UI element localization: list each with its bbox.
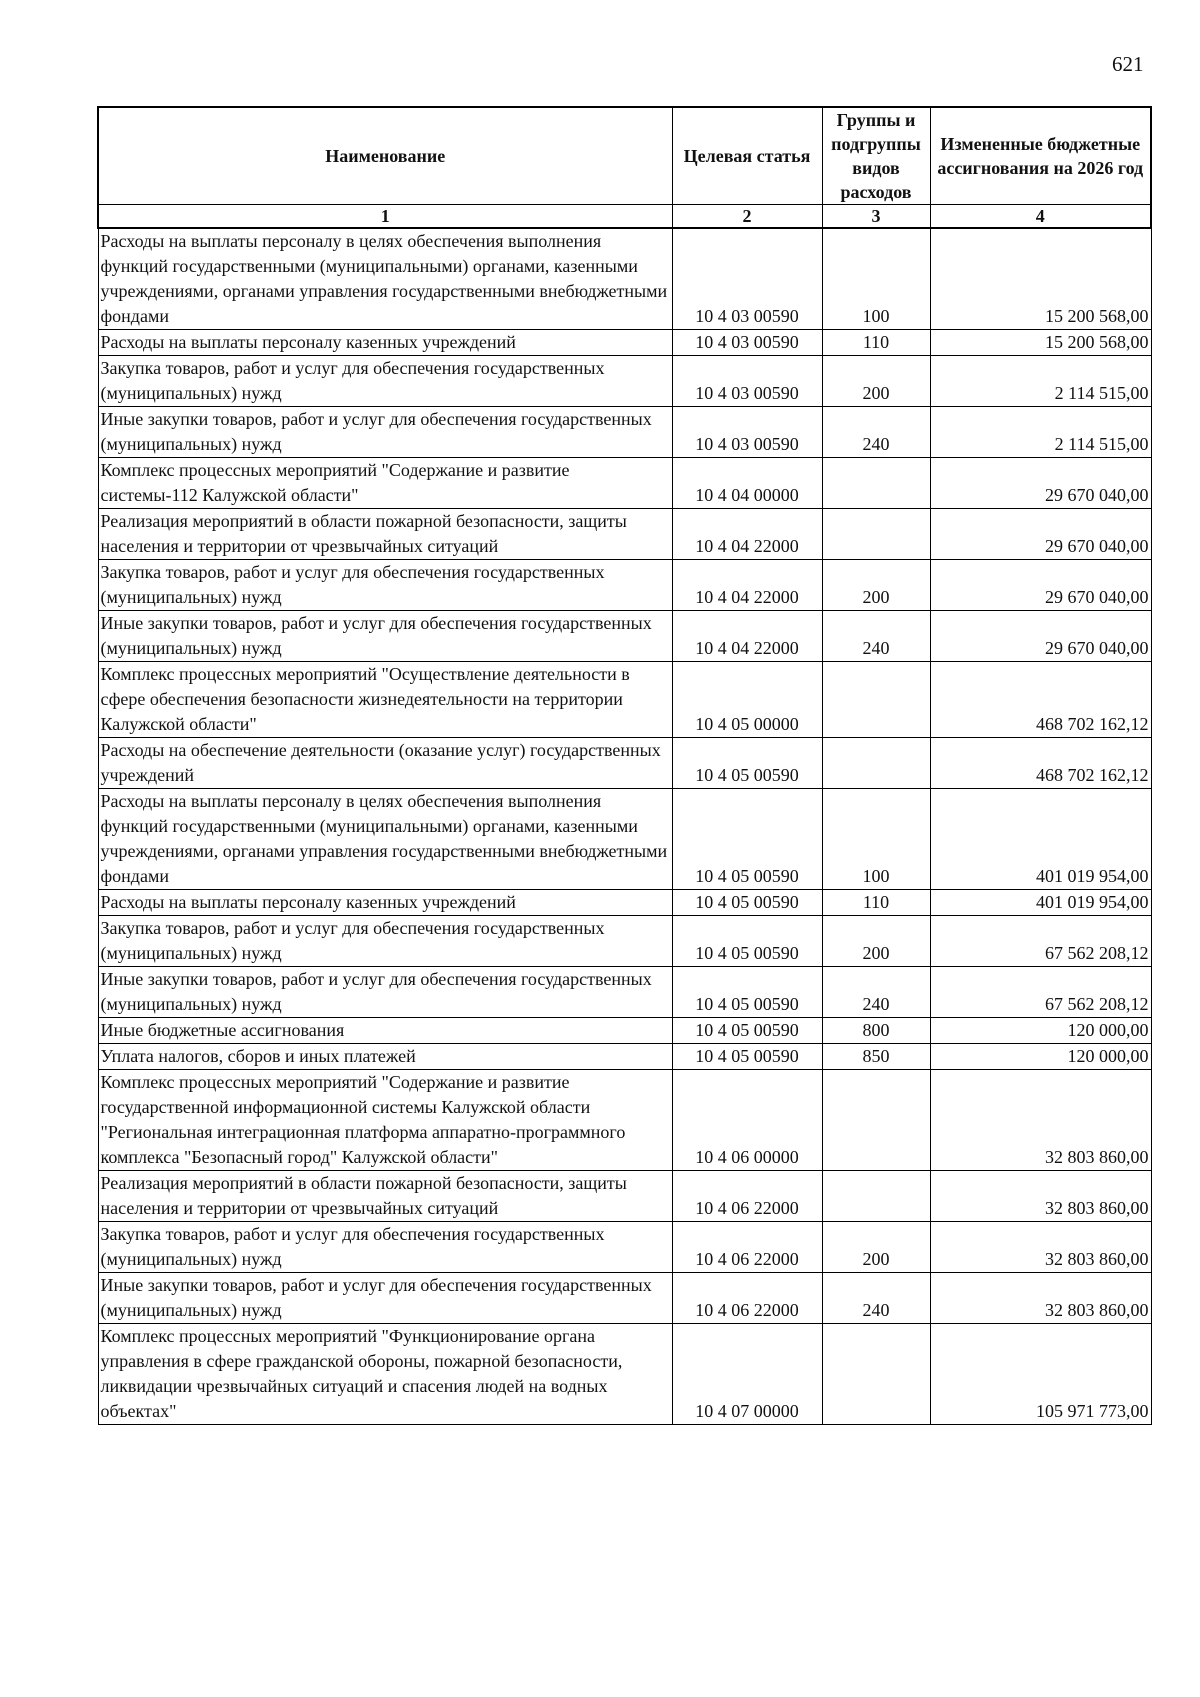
row-expense-group: 240 [822,1273,930,1324]
row-target-code: 10 4 04 22000 [672,509,822,560]
table-row [98,1222,1151,1273]
table-header-row [98,107,1151,205]
row-amount: 2 114 515,00 [930,356,1151,407]
row-name: Комплекс процессных мероприятий "Содержание и развитие системы-112 Калужской области" [98,458,672,509]
row-amount: 401 019 954,00 [930,789,1151,890]
row-name: Иные бюджетные ассигнования [98,1018,672,1044]
row-expense-group [822,738,930,789]
table-row [98,1171,1151,1222]
row-expense-group: 100 [822,789,930,890]
column-number: 4 [930,205,1151,229]
table-row [98,560,1151,611]
row-expense-group: 800 [822,1018,930,1044]
row-expense-group: 110 [822,890,930,916]
row-target-code: 10 4 04 22000 [672,611,822,662]
row-amount: 32 803 860,00 [930,1171,1151,1222]
row-expense-group: 240 [822,967,930,1018]
row-name: Расходы на обеспечение деятельности (оказание услуг) государственных учреждений [98,738,672,789]
table-row [98,967,1151,1018]
row-amount: 32 803 860,00 [930,1222,1151,1273]
column-number: 1 [98,205,672,229]
row-name: Иные закупки товаров, работ и услуг для обеспечения государственных (муниципальных) нужд [98,611,672,662]
row-name: Иные закупки товаров, работ и услуг для обеспечения государственных (муниципальных) нужд [98,1273,672,1324]
row-name: Расходы на выплаты персоналу в целях обеспечения выполнения функций государственными (муниципальными) органами, казенными учреждениями, органами управления государственными внебюджетными фондами [98,228,672,330]
table-row [98,1018,1151,1044]
row-amount: 15 200 568,00 [930,228,1151,330]
table-row [98,789,1151,890]
header-name: Наименование [98,107,672,205]
header-assignments: Измененные бюджетные ассигнования на 2026 год [930,107,1151,205]
row-expense-group: 200 [822,356,930,407]
row-name: Уплата налогов, сборов и иных платежей [98,1044,672,1070]
row-amount: 120 000,00 [930,1018,1151,1044]
table-row [98,738,1151,789]
row-expense-group: 850 [822,1044,930,1070]
row-amount: 15 200 568,00 [930,330,1151,356]
row-target-code: 10 4 06 22000 [672,1171,822,1222]
row-expense-group [822,1171,930,1222]
row-amount: 401 019 954,00 [930,890,1151,916]
table-row [98,890,1151,916]
table-row [98,1070,1151,1171]
row-target-code: 10 4 06 22000 [672,1222,822,1273]
table-row [98,509,1151,560]
table-row [98,228,1151,330]
row-amount: 468 702 162,12 [930,738,1151,789]
row-amount: 67 562 208,12 [930,916,1151,967]
row-amount: 29 670 040,00 [930,509,1151,560]
row-name: Закупка товаров, работ и услуг для обеспечения государственных (муниципальных) нужд [98,560,672,611]
row-amount: 120 000,00 [930,1044,1151,1070]
row-target-code: 10 4 06 22000 [672,1273,822,1324]
row-target-code: 10 4 05 00590 [672,789,822,890]
row-name: Иные закупки товаров, работ и услуг для обеспечения государственных (муниципальных) нужд [98,407,672,458]
table-row [98,662,1151,738]
row-amount: 32 803 860,00 [930,1273,1151,1324]
row-target-code: 10 4 05 00590 [672,916,822,967]
row-target-code: 10 4 07 00000 [672,1324,822,1425]
table-row [98,916,1151,967]
column-number: 3 [822,205,930,229]
row-name: Закупка товаров, работ и услуг для обеспечения государственных (муниципальных) нужд [98,916,672,967]
row-name: Иные закупки товаров, работ и услуг для обеспечения государственных (муниципальных) нужд [98,967,672,1018]
row-target-code: 10 4 03 00590 [672,330,822,356]
table-row [98,330,1151,356]
row-amount: 32 803 860,00 [930,1070,1151,1171]
row-target-code: 10 4 04 00000 [672,458,822,509]
budget-table [97,106,1152,1425]
row-amount: 468 702 162,12 [930,662,1151,738]
row-expense-group: 200 [822,1222,930,1273]
row-target-code: 10 4 05 00590 [672,1044,822,1070]
table-row [98,611,1151,662]
row-amount: 105 971 773,00 [930,1324,1151,1425]
column-number: 2 [672,205,822,229]
row-target-code: 10 4 05 00000 [672,662,822,738]
row-name: Реализация мероприятий в области пожарной безопасности, защиты населения и территории от чрезвычайных ситуаций [98,509,672,560]
row-name: Комплекс процессных мероприятий "Функционирование органа управления в сфере гражданской обороны, пожарной безопасности, ликвидации чрезвычайных ситуаций и спасения людей на водных объектах" [98,1324,672,1425]
row-expense-group: 240 [822,611,930,662]
row-target-code: 10 4 06 00000 [672,1070,822,1171]
row-name: Закупка товаров, работ и услуг для обеспечения государственных (муниципальных) нужд [98,356,672,407]
row-expense-group [822,1070,930,1171]
row-expense-group [822,662,930,738]
row-amount: 29 670 040,00 [930,458,1151,509]
table-row [98,1273,1151,1324]
row-amount: 67 562 208,12 [930,967,1151,1018]
row-name: Расходы на выплаты персоналу в целях обеспечения выполнения функций государственными (муниципальными) органами, казенными учреждениями, органами управления государственными внебюджетными фондами [98,789,672,890]
row-target-code: 10 4 03 00590 [672,228,822,330]
header-target: Целевая статья [672,107,822,205]
row-name: Расходы на выплаты персоналу казенных учреждений [98,330,672,356]
row-name: Реализация мероприятий в области пожарной безопасности, защиты населения и территории от чрезвычайных ситуаций [98,1171,672,1222]
row-expense-group [822,509,930,560]
row-amount: 2 114 515,00 [930,407,1151,458]
row-target-code: 10 4 05 00590 [672,967,822,1018]
row-target-code: 10 4 05 00590 [672,1018,822,1044]
row-expense-group: 100 [822,228,930,330]
row-name: Закупка товаров, работ и услуг для обеспечения государственных (муниципальных) нужд [98,1222,672,1273]
table-row [98,1324,1151,1425]
table-row [98,458,1151,509]
row-amount: 29 670 040,00 [930,560,1151,611]
row-target-code: 10 4 03 00590 [672,407,822,458]
row-expense-group: 110 [822,330,930,356]
row-target-code: 10 4 03 00590 [672,356,822,407]
header-groups: Группы и подгруппы видов расходов [822,107,930,205]
row-target-code: 10 4 04 22000 [672,560,822,611]
row-expense-group [822,458,930,509]
row-target-code: 10 4 05 00590 [672,738,822,789]
row-target-code: 10 4 05 00590 [672,890,822,916]
row-expense-group: 240 [822,407,930,458]
table-row [98,1044,1151,1070]
table-row [98,356,1151,407]
row-expense-group [822,1324,930,1425]
page-number: 621 [1112,52,1144,76]
row-amount: 29 670 040,00 [930,611,1151,662]
row-name: Комплекс процессных мероприятий "Осуществление деятельности в сфере обеспечения безопасности жизнедеятельности на территории Калужской области" [98,662,672,738]
row-expense-group: 200 [822,916,930,967]
row-name: Расходы на выплаты персоналу казенных учреждений [98,890,672,916]
row-expense-group: 200 [822,560,930,611]
row-name: Комплекс процессных мероприятий "Содержание и развитие государственной информационной системы Калужской области "Региональная интеграционная платформа аппаратно-программного комплекса "Безопасный город" Калужской области" [98,1070,672,1171]
column-number-row [98,205,1151,229]
table-row [98,407,1151,458]
